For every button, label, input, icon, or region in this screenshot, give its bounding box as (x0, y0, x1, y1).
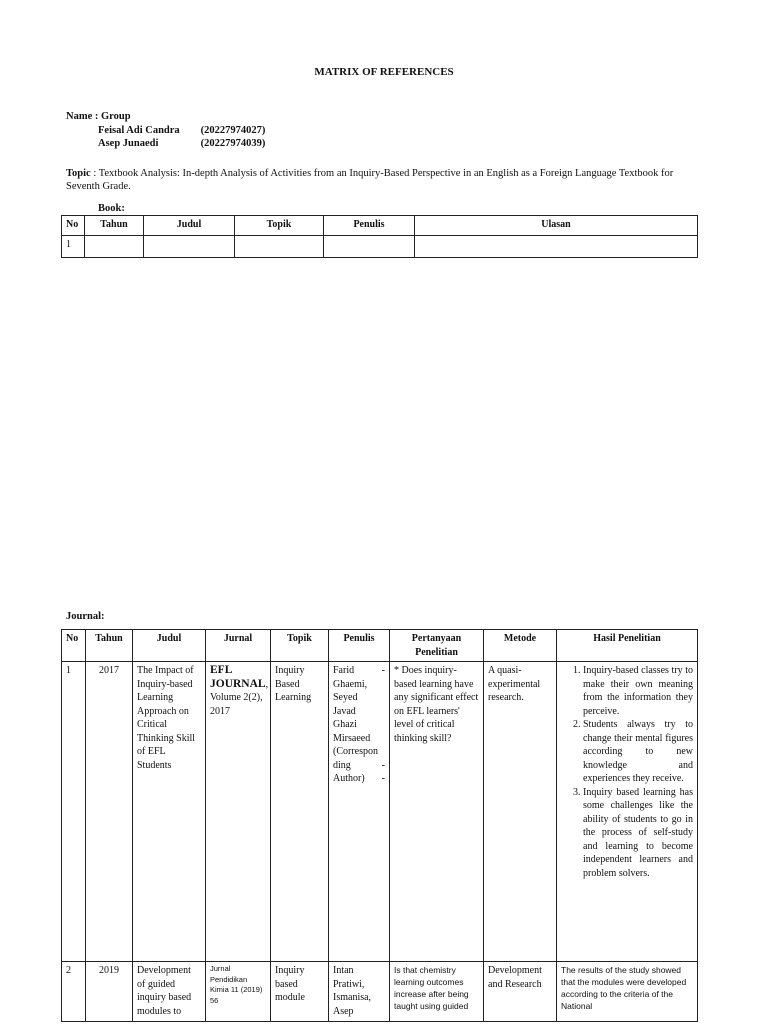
journal-header-row (62, 630, 698, 662)
book-col-no: No (62, 216, 85, 236)
book-header-row (62, 216, 698, 236)
name-line (66, 110, 131, 123)
journal-cell-judul: The Impact of Inquiry-based Learning Approach on Critical Thinking Skill of EFL Students (133, 662, 206, 962)
author-line: Ghazi (333, 719, 357, 730)
book-col-judul: Judul (144, 216, 235, 236)
journal-col-pertanyaan: Pertanyaan Penelitian (390, 630, 484, 662)
book-cell-judul (144, 236, 235, 258)
journal-col-judul: Judul (133, 630, 206, 662)
page-title: MATRIX OF REFERENCES (314, 66, 454, 78)
journal-col-metode: Metode (484, 630, 557, 662)
table-row (62, 962, 698, 1022)
author-line: Ghaemi, (333, 678, 368, 690)
member-1 (98, 124, 265, 137)
journal-cell-tahun: 2019 (86, 962, 133, 1022)
author-line: Seyed (333, 692, 358, 703)
journal-cell-topik: Inquiry Based Learning (271, 662, 329, 962)
member-name: Feisal Adi Candra (98, 125, 180, 136)
book-heading: Book: (98, 203, 125, 214)
book-cell-penulis (324, 236, 415, 258)
journal-table (61, 629, 698, 1022)
topic-label: Topic (66, 168, 91, 179)
journal-cell-penulis: Intan Pratiwi, Ismanisa, Asep (329, 962, 390, 1022)
journal-cell-no: 1 (62, 662, 86, 962)
journal-cell-no: 2 (62, 962, 86, 1022)
book-cell-ulasan (415, 236, 698, 258)
name-value: : Group (94, 111, 131, 122)
author-line: (Correspon (333, 746, 378, 757)
finding-item: 1. Inquiry-based classes try to make their own meaning from the information they perceive. (583, 664, 693, 718)
journal-cell-topik: Inquiry based module (271, 962, 329, 1022)
journal-cell-pertanyaan: Is that chemistry learning outcomes increase after being taught using guided (390, 962, 484, 1022)
journal-cell-tahun: 2017 (86, 662, 133, 962)
journal-name: EFL JOURNAL (210, 664, 266, 690)
book-col-topik: Topik (235, 216, 324, 236)
journal-col-jurnal: Jurnal (206, 630, 271, 662)
member-id: (20227974027) (200, 125, 266, 136)
journal-cell-penulis (329, 662, 390, 962)
book-col-ulasan: Ulasan (415, 216, 698, 236)
book-cell-no: 1 (62, 236, 85, 258)
member-id: (20227974039) (200, 138, 266, 149)
table-row (62, 662, 698, 962)
topic-text: : Textbook Analysis: In-depth Analysis of Activities from an Inquiry-Based Perspective in an English as a Foreign Language Textbook for Seventh Grade. (66, 168, 674, 192)
book-col-tahun: Tahun (85, 216, 144, 236)
name-label: Name (66, 111, 93, 122)
author-line: Author) - (333, 773, 385, 784)
journal-col-penulis: Penulis (329, 630, 390, 662)
author-line: Farid - (333, 665, 385, 676)
member-2 (98, 137, 265, 150)
author-line: Mirsaeed (333, 732, 371, 744)
book-table (61, 215, 698, 258)
journal-volume: , Volume 2(2), 2017 (210, 678, 269, 717)
table-row (62, 236, 698, 258)
book-cell-topik (235, 236, 324, 258)
journal-cell-hasil: The results of the study showed that the modules were developed according to the criteria of the National (557, 962, 698, 1022)
journal-cell-jurnal: Jurnal Pendidikan Kimia 11 (2019) 56 (206, 962, 271, 1022)
journal-heading: Journal: (66, 611, 105, 622)
journal-cell-jurnal (206, 662, 271, 962)
findings-list (561, 664, 693, 880)
journal-cell-metode: Development and Research (484, 962, 557, 1022)
journal-col-hasil: Hasil Penelitian (557, 630, 698, 662)
journal-cell-metode: A quasi-experimental research. (484, 662, 557, 962)
journal-col-tahun: Tahun (86, 630, 133, 662)
journal-cell-judul: Development of guided inquiry based modules to (133, 962, 206, 1022)
journal-cell-pertanyaan: * Does inquiry-based learning have any significant effect on EFL learners' level of critical thinking skill? (390, 662, 484, 962)
book-cell-tahun (85, 236, 144, 258)
journal-col-no: No (62, 630, 86, 662)
author-line: ding - (333, 759, 385, 771)
member-name: Asep Junaedi (98, 138, 159, 149)
author-line: Javad (333, 705, 356, 717)
book-col-penulis: Penulis (324, 216, 415, 236)
journal-col-topik: Topik (271, 630, 329, 662)
finding-item: 2. Students always try to change their mental figures according to new knowledge and experiences they receive. (583, 718, 693, 786)
finding-item: 3. Inquiry based learning has some challenges like the ability of students to go in the process of self-study and learning to become independent learners and problem solvers. (583, 786, 693, 881)
topic-line (66, 167, 698, 193)
journal-cell-hasil (557, 662, 698, 962)
